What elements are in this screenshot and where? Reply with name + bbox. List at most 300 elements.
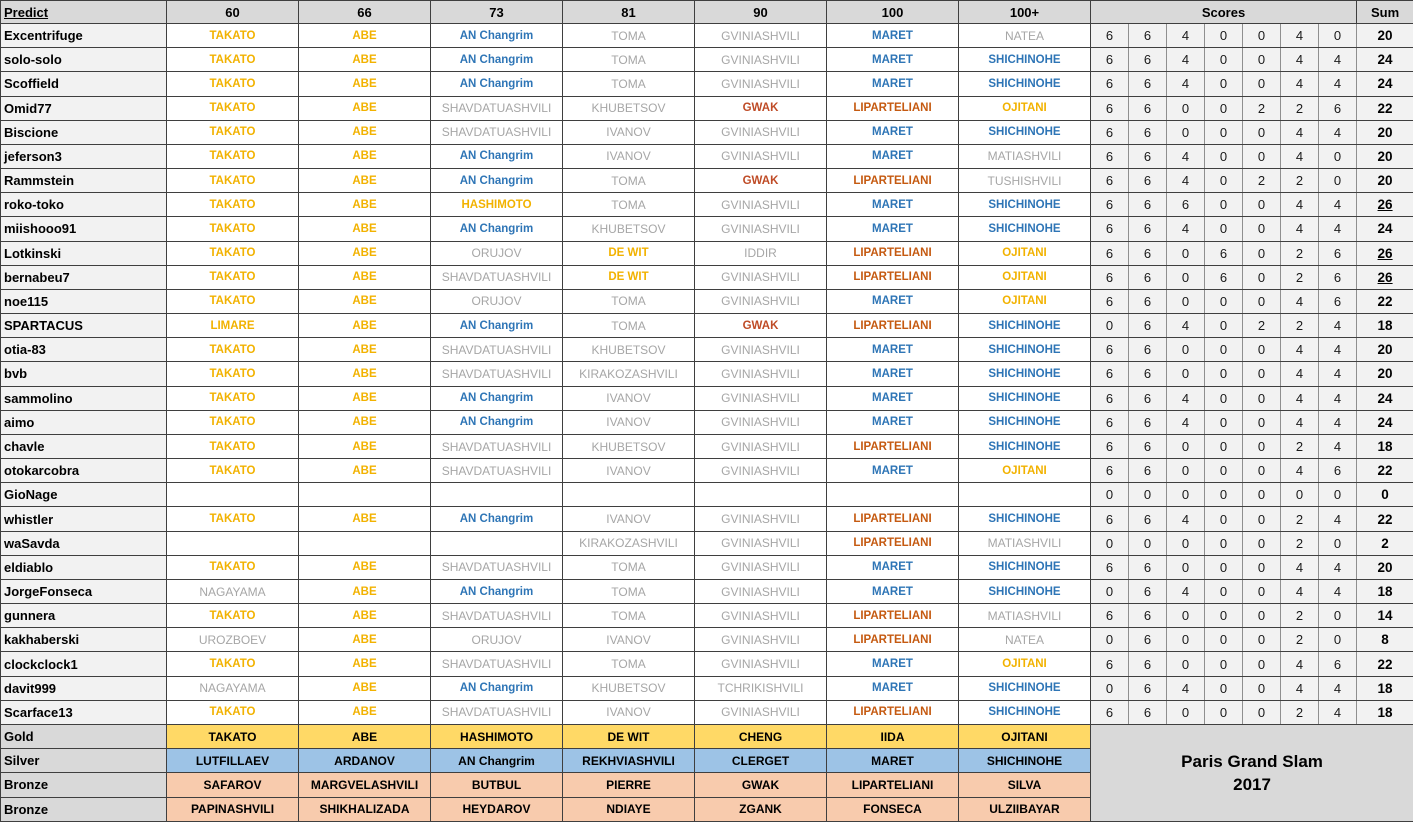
score-cell[interactable]: 4: [1167, 386, 1205, 410]
score-cell[interactable]: 0: [1205, 217, 1243, 241]
sum-cell[interactable]: 18: [1357, 314, 1413, 338]
sum-cell[interactable]: 8: [1357, 628, 1413, 652]
score-cell[interactable]: 0: [1205, 555, 1243, 579]
predictor-name-cell[interactable]: roko-toko: [1, 193, 167, 217]
score-cell[interactable]: 0: [1167, 289, 1205, 313]
pick-cell[interactable]: TCHRIKISHVILI: [695, 676, 827, 700]
score-cell[interactable]: 4: [1167, 48, 1205, 72]
pick-cell[interactable]: SHAVDATUASHVILI: [431, 434, 563, 458]
pick-cell[interactable]: MARET: [827, 579, 959, 603]
pick-cell[interactable]: OJITANI: [959, 459, 1091, 483]
score-cell[interactable]: 0: [1319, 628, 1357, 652]
score-cell[interactable]: 6: [1129, 700, 1167, 724]
score-cell[interactable]: 0: [1167, 362, 1205, 386]
score-cell[interactable]: 4: [1167, 314, 1205, 338]
pick-cell[interactable]: TOMA: [563, 48, 695, 72]
predictor-name-cell[interactable]: kakhaberski: [1, 628, 167, 652]
score-cell[interactable]: 6: [1129, 217, 1167, 241]
score-cell[interactable]: 0: [1205, 676, 1243, 700]
score-cell[interactable]: 0: [1167, 652, 1205, 676]
pick-cell[interactable]: ABE: [299, 434, 431, 458]
pick-cell[interactable]: SHICHINOHE: [959, 362, 1091, 386]
score-cell[interactable]: 0: [1129, 483, 1167, 507]
score-cell[interactable]: 0: [1167, 531, 1205, 555]
pick-cell[interactable]: GVINIASHVILI: [695, 217, 827, 241]
pick-cell[interactable]: SHICHINOHE: [959, 193, 1091, 217]
pick-cell[interactable]: TAKATO: [167, 410, 299, 434]
pick-cell[interactable]: LIPARTELIANI: [827, 531, 959, 555]
score-cell[interactable]: 0: [1243, 676, 1281, 700]
predictor-name-cell[interactable]: gunnera: [1, 604, 167, 628]
score-cell[interactable]: 0: [1091, 531, 1129, 555]
result-cell[interactable]: NDIAYE: [563, 797, 695, 822]
pick-cell[interactable]: ABE: [299, 48, 431, 72]
score-cell[interactable]: 4: [1167, 507, 1205, 531]
score-cell[interactable]: 0: [1243, 604, 1281, 628]
result-cell[interactable]: FONSECA: [827, 797, 959, 822]
score-cell[interactable]: 4: [1281, 676, 1319, 700]
pick-cell[interactable]: MARET: [827, 410, 959, 434]
pick-cell[interactable]: ABE: [299, 555, 431, 579]
score-cell[interactable]: 4: [1281, 555, 1319, 579]
pick-cell[interactable]: TOMA: [563, 555, 695, 579]
result-cell[interactable]: TAKATO: [167, 724, 299, 748]
score-cell[interactable]: 4: [1319, 338, 1357, 362]
sum-cell[interactable]: 24: [1357, 386, 1413, 410]
pick-cell[interactable]: MATIASHVILI: [959, 531, 1091, 555]
score-cell[interactable]: 4: [1281, 72, 1319, 96]
score-cell[interactable]: 6: [1091, 555, 1129, 579]
score-cell[interactable]: 4: [1319, 434, 1357, 458]
score-cell[interactable]: 0: [1205, 338, 1243, 362]
pick-cell[interactable]: MARET: [827, 676, 959, 700]
pick-cell[interactable]: SHICHINOHE: [959, 48, 1091, 72]
pick-cell[interactable]: TAKATO: [167, 72, 299, 96]
score-cell[interactable]: 0: [1167, 555, 1205, 579]
score-cell[interactable]: 0: [1167, 604, 1205, 628]
pick-cell[interactable]: ABE: [299, 193, 431, 217]
sum-cell[interactable]: 26: [1357, 241, 1413, 265]
column-header-100+[interactable]: 100+: [959, 1, 1091, 24]
score-cell[interactable]: 0: [1205, 700, 1243, 724]
pick-cell[interactable]: ABE: [299, 700, 431, 724]
score-cell[interactable]: 0: [1091, 676, 1129, 700]
score-cell[interactable]: 4: [1281, 652, 1319, 676]
pick-cell[interactable]: KHUBETSOV: [563, 338, 695, 362]
pick-cell[interactable]: TAKATO: [167, 459, 299, 483]
pick-cell[interactable]: KIRAKOZASHVILI: [563, 362, 695, 386]
score-cell[interactable]: 4: [1319, 579, 1357, 603]
column-header-73[interactable]: 73: [431, 1, 563, 24]
pick-cell[interactable]: AN Changrim: [431, 507, 563, 531]
result-cell[interactable]: DE WIT: [563, 724, 695, 748]
pick-cell[interactable]: AN Changrim: [431, 676, 563, 700]
pick-cell[interactable]: GVINIASHVILI: [695, 507, 827, 531]
score-cell[interactable]: 6: [1129, 604, 1167, 628]
score-cell[interactable]: 6: [1091, 434, 1129, 458]
score-cell[interactable]: 6: [1091, 289, 1129, 313]
score-cell[interactable]: 2: [1281, 241, 1319, 265]
pick-cell[interactable]: TAKATO: [167, 652, 299, 676]
pick-cell[interactable]: TAKATO: [167, 24, 299, 48]
pick-cell[interactable]: MARET: [827, 24, 959, 48]
pick-cell[interactable]: NAGAYAMA: [167, 676, 299, 700]
pick-cell[interactable]: NATEA: [959, 628, 1091, 652]
score-cell[interactable]: 0: [1319, 144, 1357, 168]
pick-cell[interactable]: AN Changrim: [431, 24, 563, 48]
score-cell[interactable]: 6: [1319, 289, 1357, 313]
result-cell[interactable]: LIPARTELIANI: [827, 773, 959, 797]
pick-cell[interactable]: ABE: [299, 96, 431, 120]
score-cell[interactable]: 6: [1319, 241, 1357, 265]
pick-cell[interactable]: IVANOV: [563, 507, 695, 531]
score-cell[interactable]: 6: [1091, 48, 1129, 72]
predictor-name-cell[interactable]: whistler: [1, 507, 167, 531]
pick-cell[interactable]: ORUJOV: [431, 241, 563, 265]
sum-cell[interactable]: 22: [1357, 289, 1413, 313]
score-cell[interactable]: 4: [1281, 410, 1319, 434]
score-cell[interactable]: 6: [1129, 144, 1167, 168]
pick-cell[interactable]: GVINIASHVILI: [695, 289, 827, 313]
score-cell[interactable]: 4: [1319, 72, 1357, 96]
score-cell[interactable]: 2: [1243, 314, 1281, 338]
score-cell[interactable]: 6: [1319, 652, 1357, 676]
pick-cell[interactable]: OJITANI: [959, 241, 1091, 265]
pick-cell[interactable]: TAKATO: [167, 604, 299, 628]
pick-cell[interactable]: [299, 531, 431, 555]
pick-cell[interactable]: MARET: [827, 193, 959, 217]
sum-cell[interactable]: 14: [1357, 604, 1413, 628]
pick-cell[interactable]: [431, 531, 563, 555]
pick-cell[interactable]: GVINIASHVILI: [695, 459, 827, 483]
pick-cell[interactable]: GVINIASHVILI: [695, 72, 827, 96]
pick-cell[interactable]: HASHIMOTO: [431, 193, 563, 217]
score-cell[interactable]: 4: [1319, 217, 1357, 241]
pick-cell[interactable]: IVANOV: [563, 700, 695, 724]
score-cell[interactable]: 0: [1243, 652, 1281, 676]
pick-cell[interactable]: SHAVDATUASHVILI: [431, 96, 563, 120]
pick-cell[interactable]: SHAVDATUASHVILI: [431, 265, 563, 289]
pick-cell[interactable]: ABE: [299, 265, 431, 289]
pick-cell[interactable]: TOMA: [563, 169, 695, 193]
score-cell[interactable]: 6: [1129, 362, 1167, 386]
score-cell[interactable]: 0: [1243, 120, 1281, 144]
pick-cell[interactable]: OJITANI: [959, 289, 1091, 313]
score-cell[interactable]: 4: [1281, 338, 1319, 362]
pick-cell[interactable]: GVINIASHVILI: [695, 265, 827, 289]
pick-cell[interactable]: TAKATO: [167, 217, 299, 241]
predictor-name-cell[interactable]: bernabeu7: [1, 265, 167, 289]
pick-cell[interactable]: GVINIASHVILI: [695, 604, 827, 628]
sum-cell[interactable]: 24: [1357, 217, 1413, 241]
pick-cell[interactable]: KHUBETSOV: [563, 217, 695, 241]
score-cell[interactable]: 0: [1205, 434, 1243, 458]
pick-cell[interactable]: GVINIASHVILI: [695, 555, 827, 579]
pick-cell[interactable]: SHAVDATUASHVILI: [431, 459, 563, 483]
pick-cell[interactable]: LIMARE: [167, 314, 299, 338]
sum-cell[interactable]: 18: [1357, 676, 1413, 700]
predictor-name-cell[interactable]: otia-83: [1, 338, 167, 362]
score-cell[interactable]: 0: [1243, 507, 1281, 531]
predictor-name-cell[interactable]: GioNage: [1, 483, 167, 507]
score-cell[interactable]: 4: [1319, 48, 1357, 72]
score-cell[interactable]: 4: [1319, 555, 1357, 579]
score-cell[interactable]: 6: [1205, 241, 1243, 265]
score-cell[interactable]: 2: [1281, 604, 1319, 628]
sum-cell[interactable]: 22: [1357, 96, 1413, 120]
score-cell[interactable]: 0: [1205, 507, 1243, 531]
predictor-name-cell[interactable]: aimo: [1, 410, 167, 434]
pick-cell[interactable]: SHICHINOHE: [959, 410, 1091, 434]
pick-cell[interactable]: ABE: [299, 459, 431, 483]
sum-cell[interactable]: 22: [1357, 652, 1413, 676]
score-cell[interactable]: 0: [1205, 579, 1243, 603]
pick-cell[interactable]: LIPARTELIANI: [827, 700, 959, 724]
pick-cell[interactable]: ABE: [299, 289, 431, 313]
sum-cell[interactable]: 0: [1357, 483, 1413, 507]
score-cell[interactable]: 6: [1091, 144, 1129, 168]
pick-cell[interactable]: [695, 483, 827, 507]
score-cell[interactable]: 6: [1091, 96, 1129, 120]
score-cell[interactable]: 0: [1243, 459, 1281, 483]
pick-cell[interactable]: AN Changrim: [431, 72, 563, 96]
score-cell[interactable]: 4: [1281, 48, 1319, 72]
pick-cell[interactable]: AN Changrim: [431, 217, 563, 241]
score-cell[interactable]: 6: [1091, 700, 1129, 724]
pick-cell[interactable]: MARET: [827, 217, 959, 241]
predictor-name-cell[interactable]: noe115: [1, 289, 167, 313]
pick-cell[interactable]: ABE: [299, 338, 431, 362]
pick-cell[interactable]: [299, 483, 431, 507]
pick-cell[interactable]: LIPARTELIANI: [827, 169, 959, 193]
score-cell[interactable]: 4: [1167, 676, 1205, 700]
pick-cell[interactable]: [959, 483, 1091, 507]
score-cell[interactable]: 6: [1129, 314, 1167, 338]
pick-cell[interactable]: SHICHINOHE: [959, 338, 1091, 362]
score-cell[interactable]: 0: [1243, 483, 1281, 507]
pick-cell[interactable]: SHICHINOHE: [959, 579, 1091, 603]
pick-cell[interactable]: SHICHINOHE: [959, 386, 1091, 410]
score-cell[interactable]: 0: [1091, 314, 1129, 338]
pick-cell[interactable]: SHAVDATUASHVILI: [431, 555, 563, 579]
score-cell[interactable]: 4: [1167, 144, 1205, 168]
score-cell[interactable]: 0: [1205, 289, 1243, 313]
score-cell[interactable]: 0: [1205, 652, 1243, 676]
score-cell[interactable]: 4: [1167, 579, 1205, 603]
score-cell[interactable]: 6: [1129, 652, 1167, 676]
pick-cell[interactable]: TOMA: [563, 289, 695, 313]
pick-cell[interactable]: GVINIASHVILI: [695, 338, 827, 362]
pick-cell[interactable]: ABE: [299, 579, 431, 603]
score-cell[interactable]: 4: [1167, 72, 1205, 96]
score-cell[interactable]: 4: [1319, 120, 1357, 144]
score-cell[interactable]: 2: [1281, 265, 1319, 289]
medal-label-cell[interactable]: Gold: [1, 724, 167, 748]
score-cell[interactable]: 0: [1167, 96, 1205, 120]
pick-cell[interactable]: KHUBETSOV: [563, 434, 695, 458]
score-cell[interactable]: 4: [1319, 193, 1357, 217]
score-cell[interactable]: 0: [1243, 265, 1281, 289]
score-cell[interactable]: 4: [1281, 217, 1319, 241]
score-cell[interactable]: 2: [1281, 700, 1319, 724]
pick-cell[interactable]: LIPARTELIANI: [827, 265, 959, 289]
score-cell[interactable]: 6: [1129, 96, 1167, 120]
pick-cell[interactable]: LIPARTELIANI: [827, 434, 959, 458]
pick-cell[interactable]: SHICHINOHE: [959, 700, 1091, 724]
pick-cell[interactable]: MARET: [827, 120, 959, 144]
score-cell[interactable]: 4: [1281, 459, 1319, 483]
score-cell[interactable]: 6: [1091, 241, 1129, 265]
predictor-name-cell[interactable]: solo-solo: [1, 48, 167, 72]
sum-cell[interactable]: 26: [1357, 193, 1413, 217]
score-cell[interactable]: 4: [1319, 410, 1357, 434]
score-cell[interactable]: 0: [1167, 628, 1205, 652]
pick-cell[interactable]: ORUJOV: [431, 289, 563, 313]
score-cell[interactable]: 2: [1281, 314, 1319, 338]
score-cell[interactable]: 0: [1167, 120, 1205, 144]
pick-cell[interactable]: GWAK: [695, 96, 827, 120]
score-cell[interactable]: 6: [1091, 386, 1129, 410]
pick-cell[interactable]: TOMA: [563, 604, 695, 628]
score-cell[interactable]: 4: [1281, 144, 1319, 168]
pick-cell[interactable]: ABE: [299, 507, 431, 531]
pick-cell[interactable]: ABE: [299, 652, 431, 676]
score-cell[interactable]: 0: [1243, 555, 1281, 579]
sum-cell[interactable]: 20: [1357, 169, 1413, 193]
pick-cell[interactable]: GVINIASHVILI: [695, 434, 827, 458]
predictor-name-cell[interactable]: jeferson3: [1, 144, 167, 168]
pick-cell[interactable]: TAKATO: [167, 169, 299, 193]
sum-cell[interactable]: 18: [1357, 434, 1413, 458]
score-cell[interactable]: 6: [1129, 72, 1167, 96]
pick-cell[interactable]: GVINIASHVILI: [695, 144, 827, 168]
pick-cell[interactable]: SHICHINOHE: [959, 555, 1091, 579]
score-cell[interactable]: 0: [1319, 169, 1357, 193]
score-cell[interactable]: 0: [1205, 362, 1243, 386]
result-cell[interactable]: SILVA: [959, 773, 1091, 797]
result-cell[interactable]: MARET: [827, 749, 959, 773]
pick-cell[interactable]: GVINIASHVILI: [695, 700, 827, 724]
result-cell[interactable]: ZGANK: [695, 797, 827, 822]
predictor-name-cell[interactable]: otokarcobra: [1, 459, 167, 483]
pick-cell[interactable]: TOMA: [563, 193, 695, 217]
pick-cell[interactable]: KIRAKOZASHVILI: [563, 531, 695, 555]
score-cell[interactable]: 4: [1319, 507, 1357, 531]
score-cell[interactable]: 6: [1129, 434, 1167, 458]
predictor-name-cell[interactable]: clockclock1: [1, 652, 167, 676]
score-cell[interactable]: 6: [1129, 386, 1167, 410]
sum-cell[interactable]: 22: [1357, 459, 1413, 483]
score-cell[interactable]: 0: [1129, 531, 1167, 555]
pick-cell[interactable]: GVINIASHVILI: [695, 362, 827, 386]
result-cell[interactable]: SAFAROV: [167, 773, 299, 797]
pick-cell[interactable]: AN Changrim: [431, 410, 563, 434]
pick-cell[interactable]: GVINIASHVILI: [695, 48, 827, 72]
result-cell[interactable]: PIERRE: [563, 773, 695, 797]
score-cell[interactable]: 0: [1243, 338, 1281, 362]
score-cell[interactable]: 4: [1281, 120, 1319, 144]
pick-cell[interactable]: SHICHINOHE: [959, 72, 1091, 96]
pick-cell[interactable]: TOMA: [563, 24, 695, 48]
sum-cell[interactable]: 20: [1357, 120, 1413, 144]
result-cell[interactable]: OJITANI: [959, 724, 1091, 748]
pick-cell[interactable]: DE WIT: [563, 265, 695, 289]
result-cell[interactable]: MARGVELASHVILI: [299, 773, 431, 797]
pick-cell[interactable]: ABE: [299, 72, 431, 96]
pick-cell[interactable]: SHAVDATUASHVILI: [431, 652, 563, 676]
pick-cell[interactable]: LIPARTELIANI: [827, 507, 959, 531]
score-cell[interactable]: 0: [1167, 434, 1205, 458]
score-cell[interactable]: 0: [1205, 193, 1243, 217]
sum-cell[interactable]: 2: [1357, 531, 1413, 555]
result-cell[interactable]: GWAK: [695, 773, 827, 797]
score-cell[interactable]: 0: [1243, 386, 1281, 410]
score-cell[interactable]: 2: [1243, 96, 1281, 120]
pick-cell[interactable]: TAKATO: [167, 362, 299, 386]
score-cell[interactable]: 0: [1167, 483, 1205, 507]
score-cell[interactable]: 0: [1205, 96, 1243, 120]
score-cell[interactable]: 0: [1167, 265, 1205, 289]
predictor-name-cell[interactable]: sammolino: [1, 386, 167, 410]
pick-cell[interactable]: TAKATO: [167, 338, 299, 362]
pick-cell[interactable]: NATEA: [959, 24, 1091, 48]
score-cell[interactable]: 0: [1243, 217, 1281, 241]
result-cell[interactable]: CHENG: [695, 724, 827, 748]
pick-cell[interactable]: MARET: [827, 555, 959, 579]
pick-cell[interactable]: OJITANI: [959, 96, 1091, 120]
predictor-name-cell[interactable]: Excentrifuge: [1, 24, 167, 48]
score-cell[interactable]: 6: [1129, 24, 1167, 48]
score-cell[interactable]: 0: [1167, 459, 1205, 483]
score-cell[interactable]: 6: [1091, 338, 1129, 362]
score-cell[interactable]: 0: [1205, 628, 1243, 652]
score-cell[interactable]: 6: [1129, 241, 1167, 265]
pick-cell[interactable]: GVINIASHVILI: [695, 531, 827, 555]
sum-cell[interactable]: 24: [1357, 410, 1413, 434]
score-cell[interactable]: 6: [1091, 120, 1129, 144]
pick-cell[interactable]: LIPARTELIANI: [827, 314, 959, 338]
pick-cell[interactable]: GVINIASHVILI: [695, 579, 827, 603]
column-header-100[interactable]: 100: [827, 1, 959, 24]
score-cell[interactable]: 0: [1167, 700, 1205, 724]
pick-cell[interactable]: [167, 483, 299, 507]
score-cell[interactable]: 2: [1281, 628, 1319, 652]
score-cell[interactable]: 0: [1243, 700, 1281, 724]
pick-cell[interactable]: [167, 531, 299, 555]
pick-cell[interactable]: SHICHINOHE: [959, 507, 1091, 531]
predictor-name-cell[interactable]: chavle: [1, 434, 167, 458]
score-cell[interactable]: 6: [1091, 604, 1129, 628]
pick-cell[interactable]: [431, 483, 563, 507]
score-cell[interactable]: 4: [1167, 24, 1205, 48]
score-cell[interactable]: 0: [1205, 483, 1243, 507]
score-cell[interactable]: 0: [1205, 72, 1243, 96]
score-cell[interactable]: 4: [1319, 386, 1357, 410]
pick-cell[interactable]: SHAVDATUASHVILI: [431, 604, 563, 628]
sum-cell[interactable]: 26: [1357, 265, 1413, 289]
score-cell[interactable]: 0: [1205, 410, 1243, 434]
pick-cell[interactable]: ABE: [299, 217, 431, 241]
score-cell[interactable]: 6: [1129, 459, 1167, 483]
score-cell[interactable]: 6: [1091, 410, 1129, 434]
pick-cell[interactable]: IVANOV: [563, 459, 695, 483]
score-cell[interactable]: 0: [1205, 169, 1243, 193]
pick-cell[interactable]: AN Changrim: [431, 48, 563, 72]
score-cell[interactable]: 2: [1281, 169, 1319, 193]
score-cell[interactable]: 0: [1205, 144, 1243, 168]
pick-cell[interactable]: AN Changrim: [431, 314, 563, 338]
score-cell[interactable]: 0: [1243, 144, 1281, 168]
